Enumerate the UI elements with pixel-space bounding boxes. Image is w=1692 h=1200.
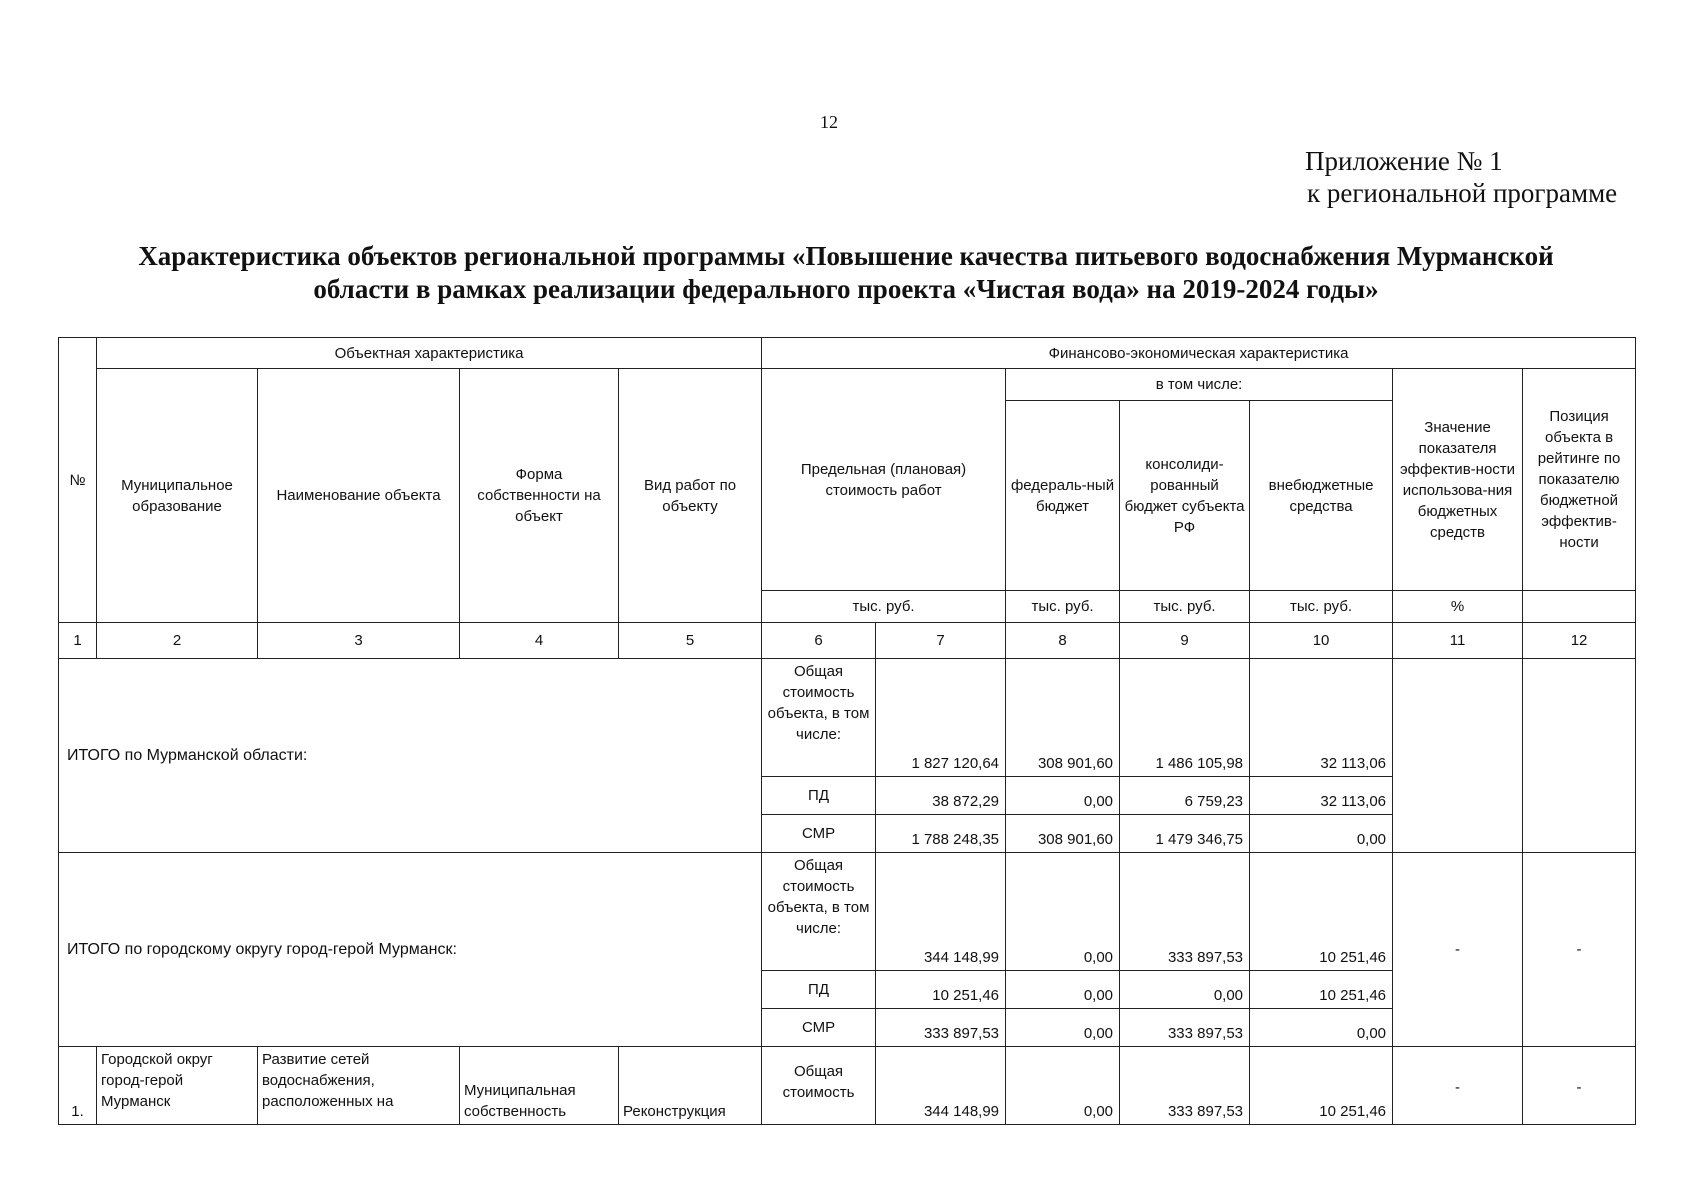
total-city-smr-consolidated: 333 897,53 <box>1120 1009 1250 1047</box>
total-region-cost: 1 827 120,64 <box>876 659 1006 777</box>
page-number: 12 <box>820 112 838 132</box>
header-municipality: Муниципальное образование <box>97 369 258 623</box>
appendix-line2: к региональной программе <box>1307 178 1618 208</box>
total-city-pd-extra: 10 251,46 <box>1250 971 1393 1009</box>
item-cost-label: Общая стоимость <box>762 1047 876 1125</box>
total-region-efficiency <box>1393 659 1523 853</box>
unit-rating <box>1523 591 1636 623</box>
item-federal: 0,00 <box>1006 1047 1120 1125</box>
total-region-pd-cost: 38 872,29 <box>876 777 1006 815</box>
total-city-extra: 10 251,46 <box>1250 853 1393 971</box>
col-num: 5 <box>619 623 762 659</box>
col-num: 8 <box>1006 623 1120 659</box>
header-extra-budget: внебюджетные средства <box>1250 401 1393 591</box>
total-city-smr-extra: 0,00 <box>1250 1009 1393 1047</box>
header-efficiency: Значение показателя эффектив-ности использова-ния бюджетных средств <box>1393 369 1523 591</box>
total-region-pd-label: ПД <box>762 777 876 815</box>
total-region-smr-cost: 1 788 248,35 <box>876 815 1006 853</box>
item-no: 1. <box>59 1047 97 1125</box>
header-object-name: Наименование объекта <box>258 369 460 623</box>
total-city-consolidated: 333 897,53 <box>1120 853 1250 971</box>
title-line1: Характеристика объектов региональной программы «Повышение качества питьевого водоснабжения Мурманской <box>138 241 1554 271</box>
unit-cost: тыс. руб. <box>762 591 1006 623</box>
total-city-federal: 0,00 <box>1006 853 1120 971</box>
total-city-smr-label: СМР <box>762 1009 876 1047</box>
objects-table <box>58 337 1636 1125</box>
header-finance-group: Финансово-экономическая характеристика <box>762 338 1636 369</box>
col-num: 6 <box>762 623 876 659</box>
total-city-pd-federal: 0,00 <box>1006 971 1120 1009</box>
total-region-pd-federal: 0,00 <box>1006 777 1120 815</box>
item-extra: 10 251,46 <box>1250 1047 1393 1125</box>
header-work-type: Вид работ по объекту <box>619 369 762 623</box>
item-municipality: Городской округ город-герой Мурманск <box>97 1047 258 1125</box>
item-work-type: Реконструкция <box>619 1047 762 1125</box>
col-num: 2 <box>97 623 258 659</box>
total-region-federal: 308 901,60 <box>1006 659 1120 777</box>
total-region-cost-label: Общая стоимость объекта, в том числе: <box>762 659 876 777</box>
item-cost: 344 148,99 <box>876 1047 1006 1125</box>
total-city-pd-cost: 10 251,46 <box>876 971 1006 1009</box>
header-no: № <box>59 338 97 623</box>
appendix-note <box>1305 145 1617 209</box>
total-region-rating <box>1523 659 1636 853</box>
total-city-cost-label: Общая стоимость объекта, в том числе: <box>762 853 876 971</box>
header-object-group: Объектная характеристика <box>97 338 762 369</box>
header-consolidated: консолиди-рованный бюджет субъекта РФ <box>1120 401 1250 591</box>
total-city-smr-federal: 0,00 <box>1006 1009 1120 1047</box>
item-ownership: Муниципальная собственность <box>460 1047 619 1125</box>
item-rating: - <box>1523 1047 1636 1125</box>
col-num: 11 <box>1393 623 1523 659</box>
total-city-efficiency: - <box>1393 853 1523 1047</box>
col-num: 12 <box>1523 623 1636 659</box>
total-region-pd-extra: 32 113,06 <box>1250 777 1393 815</box>
total-city-pd-label: ПД <box>762 971 876 1009</box>
total-city-rating: - <box>1523 853 1636 1047</box>
total-city-label: ИТОГО по городскому округу город-герой Мурманск: <box>59 853 762 1047</box>
col-num: 9 <box>1120 623 1250 659</box>
total-city-pd-consolidated: 0,00 <box>1120 971 1250 1009</box>
total-region-smr-extra: 0,00 <box>1250 815 1393 853</box>
unit-efficiency: % <box>1393 591 1523 623</box>
header-rating: Позиция объекта в рейтинге по показателю бюджетной эффектив-ности <box>1523 369 1636 591</box>
header-federal: федераль-ный бюджет <box>1006 401 1120 591</box>
total-city-cost: 344 148,99 <box>876 853 1006 971</box>
col-num: 1 <box>59 623 97 659</box>
document-title <box>60 240 1632 306</box>
col-num: 10 <box>1250 623 1393 659</box>
item-consolidated: 333 897,53 <box>1120 1047 1250 1125</box>
unit-federal: тыс. руб. <box>1006 591 1120 623</box>
total-region-label: ИТОГО по Мурманской области: <box>59 659 762 853</box>
header-ownership: Форма собственности на объект <box>460 369 619 623</box>
total-region-pd-consolidated: 6 759,23 <box>1120 777 1250 815</box>
header-including: в том числе: <box>1006 369 1393 401</box>
total-region-smr-federal: 308 901,60 <box>1006 815 1120 853</box>
header-cost-limit: Предельная (плановая) стоимость работ <box>762 369 1006 591</box>
appendix-line1: Приложение № 1 <box>1305 146 1503 176</box>
item-efficiency: - <box>1393 1047 1523 1125</box>
unit-extra: тыс. руб. <box>1250 591 1393 623</box>
col-num: 4 <box>460 623 619 659</box>
item-object-name: Развитие сетей водоснабжения, расположенных на <box>258 1047 460 1125</box>
total-region-extra: 32 113,06 <box>1250 659 1393 777</box>
title-line2: области в рамках реализации федерального проекта «Чистая вода» на 2019-2024 годы» <box>313 274 1379 304</box>
total-region-consolidated: 1 486 105,98 <box>1120 659 1250 777</box>
col-num: 3 <box>258 623 460 659</box>
total-region-smr-label: СМР <box>762 815 876 853</box>
col-num: 7 <box>876 623 1006 659</box>
total-region-smr-consolidated: 1 479 346,75 <box>1120 815 1250 853</box>
total-city-smr-cost: 333 897,53 <box>876 1009 1006 1047</box>
unit-consolidated: тыс. руб. <box>1120 591 1250 623</box>
